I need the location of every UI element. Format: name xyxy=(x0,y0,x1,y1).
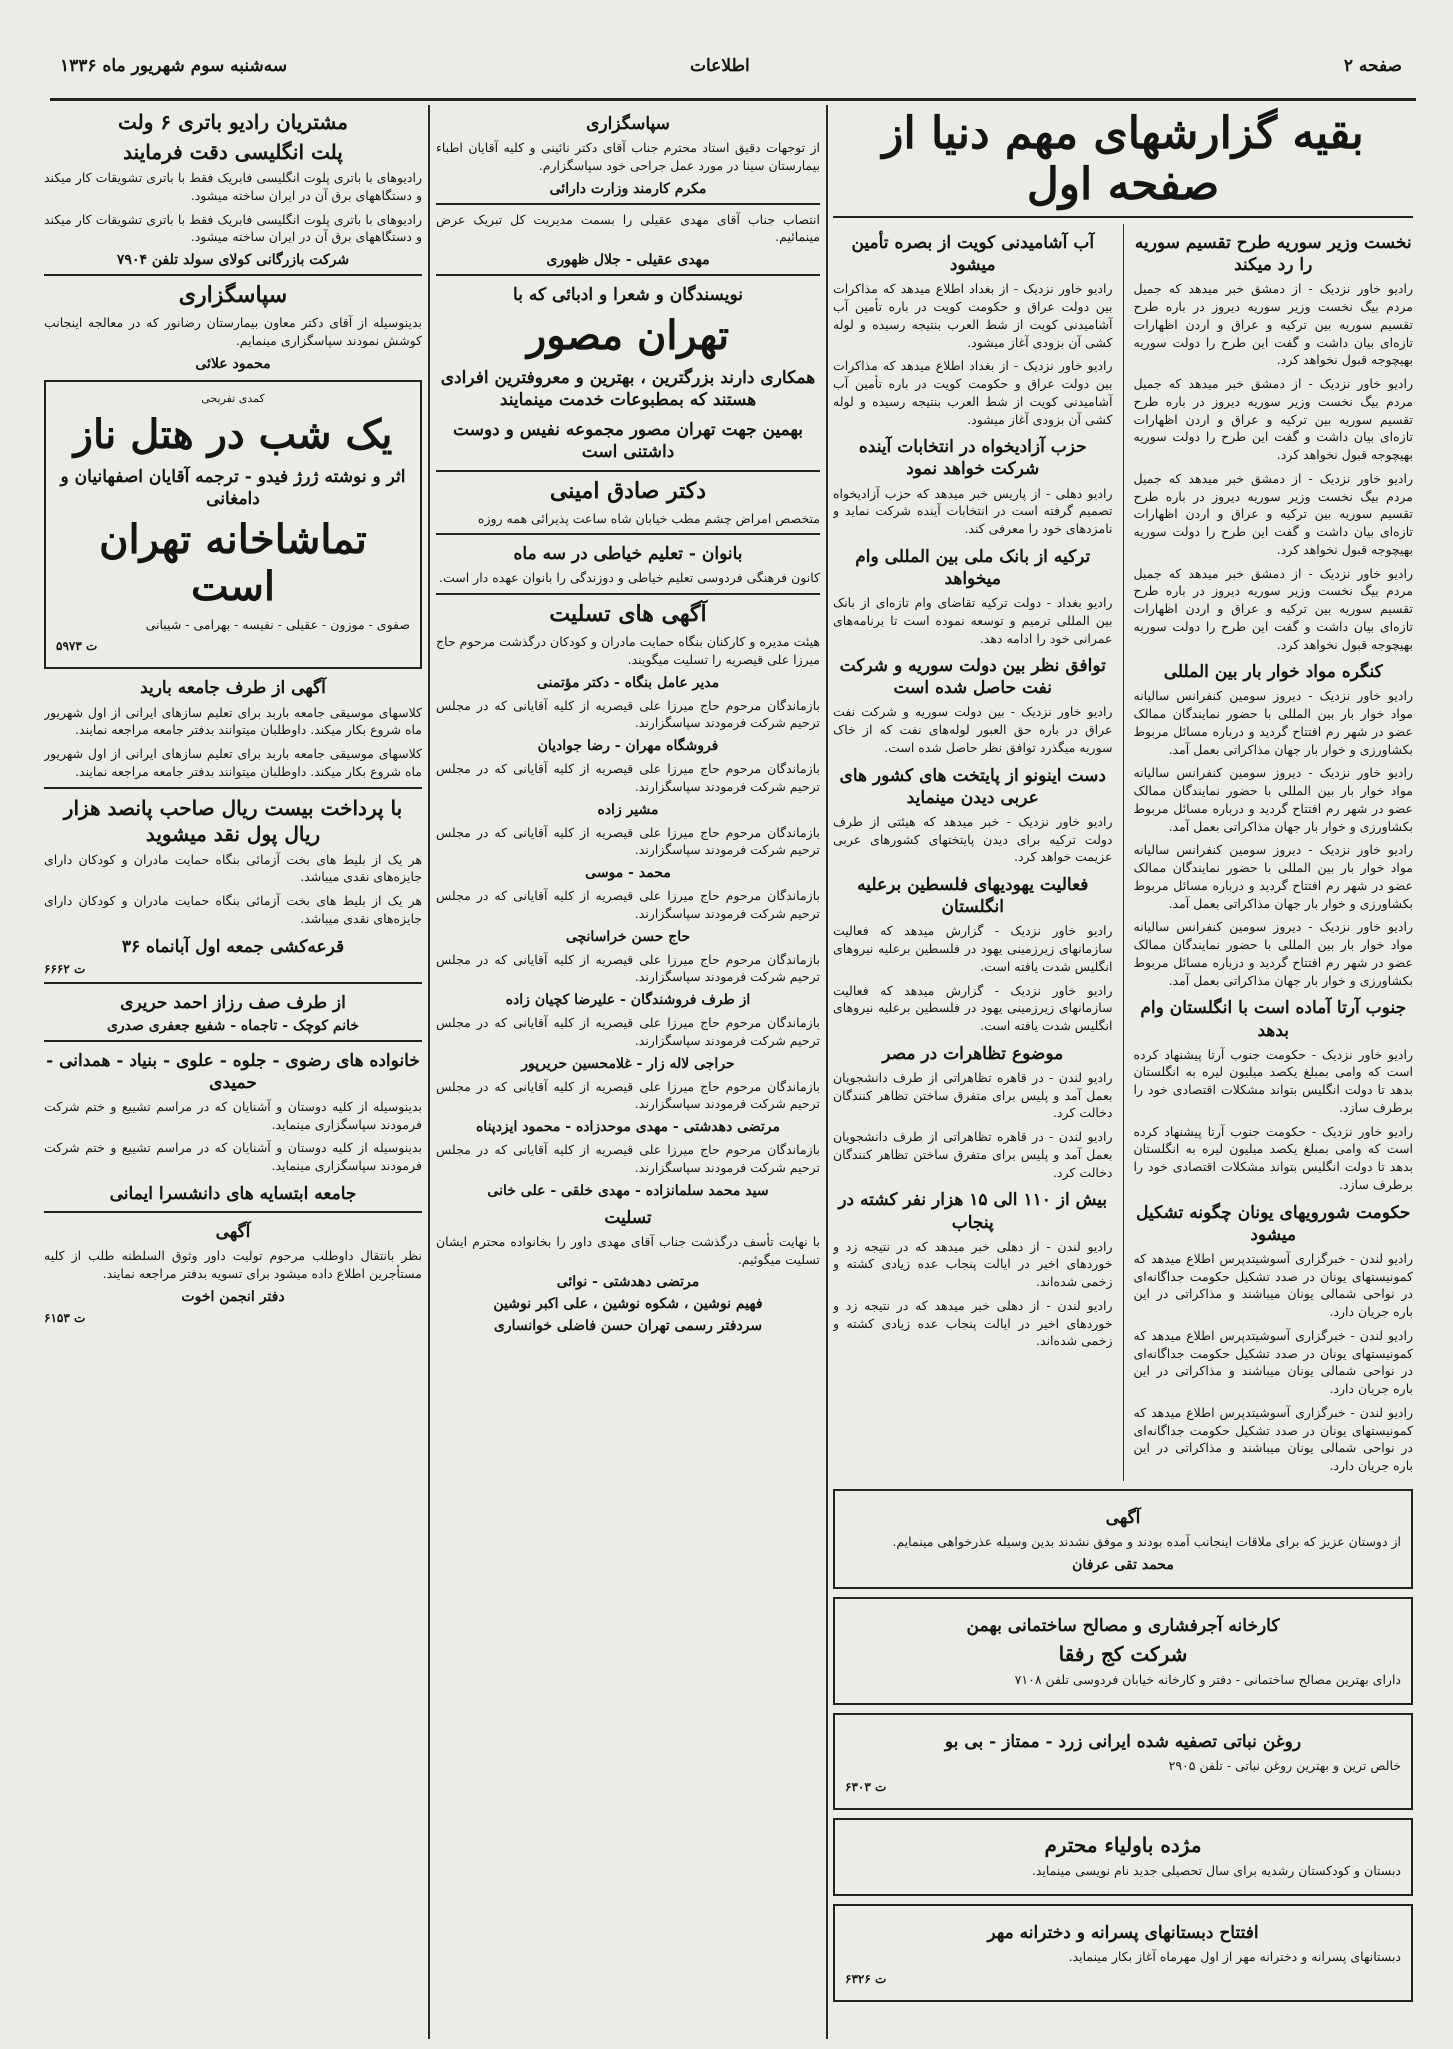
article-title: ترکیه از بانک ملی بین المللی وام میخواهد xyxy=(855,546,1091,589)
tehran-mosavar-body: همکاری دارند بزرگترین ، بهترین و معروفترین افرادی هستند که بمطبوعات خدمت مینمایند xyxy=(440,368,816,411)
notice-title: آگهی xyxy=(1105,1507,1141,1528)
appointment-signature: مهدی عقیلی - جلال ظهوری xyxy=(546,252,710,269)
ad-code: ت ۶۶۶۲ xyxy=(44,961,86,976)
article-body: رادیو لندن - در قاهره تظاهراتی از طرف دانشجویان بعمل آمد و پلیس برای متفرق ساختن تظاهر کنندگان دخالت کرد. xyxy=(833,1069,1113,1121)
thanks2-body: بدینوسیله از آقای دکتر معاون بیمارستان رضانور که در معالجه اینجانب کوشش نمودند سپاسگزاری مینمایم. xyxy=(44,315,422,348)
condolence-signature: فهیم نوشین ، شکوه نوشین ، علی اکبر نوشین xyxy=(493,1296,763,1313)
news-subcolumn-right xyxy=(1134,224,1414,1481)
divider xyxy=(833,216,1413,218)
article-title: حکومت شورویهای یونان چگونه تشکیل میشود xyxy=(1136,1202,1411,1245)
radio-body: رادیوهای با باتری پلوت انگلیسی فابریک فقط با باتری تشویقات کار میکند و دستگاههای برق آن در ایران ساخته میشود. xyxy=(44,170,422,203)
condolence-signature: مشیر زاده xyxy=(597,801,659,818)
article-title: بیش از ۱۱۰ الی ۱۵ هزار نفر کشته در پنجاب xyxy=(838,1190,1108,1233)
article-body: رادیو خاور نزدیک - از بغداد اطلاع میدهد که مذاکرات بین دولت عراق و حکومت کویت در باره تأمین آب آشامیدنی کویت از شط العرب بنتیجه رسیده و لوله کشی آن بزودی آغاز میشود. xyxy=(833,281,1113,350)
condolence-title: تسلیت xyxy=(604,1207,652,1228)
families-body: بدینوسیله از کلیه دوستان و آشنایان که در مراسم تشییع و ختم شرکت فرمودند سپاسگزاری مینماید. xyxy=(44,1098,422,1132)
article-body: رادیو خاور نزدیک - دیروز سومین کنفرانس سالیانه مواد خوار بار بین المللی با حضور نمایندگان ممالک عضو در شهر رم افتتاح گردید و درباره مسائل مربوط بکشاورزی و خوار بار جهان مذاکراتی بعمل آمد. xyxy=(1133,842,1413,911)
divider xyxy=(436,470,820,472)
oil-body: خالص ترین و بهترین روغن نباتی - تلفن ۲۹۰۵ xyxy=(1168,1757,1401,1773)
condolence-body: با نهایت تأسف درگذشت جناب آقای مهدی داور را بخانواده محترم ایشان تسلیت میگوئیم. xyxy=(436,1233,820,1267)
radio-subtitle: پلت انگلیسی دقت فرمایند xyxy=(123,140,343,164)
ad-code: ت ۶۳۰۳ xyxy=(845,1780,887,1795)
article-body: رادیو خاور نزدیک - از دمشق خبر میدهد که جمیل مردم بیگ نخست وزیر سوریه دیروز در باره طرح تقسیم سوریه بین ترکیه و عراق و اردن اظهارات تازه‌ای بیان داشت و گفت این طرح را دولت سوریه بهیچوجه قبول نخواهد کرد. xyxy=(1133,565,1413,652)
thanks2-title: سپاسگزاری xyxy=(178,282,288,308)
column-rule xyxy=(826,105,828,2039)
article-body: رادیو خاور نزدیک - از بغداد اطلاع میدهد که مذاکرات بین دولت عراق و حکومت کویت در باره تأمین آب آشامیدنی کویت از شط العرب بنتیجه رسیده و لوله کشی آن بزودی آغاز میشود. xyxy=(833,358,1113,427)
article-body: رادیو خاور نزدیک - بین دولت سوریه و شرکت نفت عراق در باره حق العبور لوله‌های نفت که از خاک سوریه میگذرد توافق نظر حاصل شده است. xyxy=(833,704,1113,755)
article-body: رادیو لندن - خبرگزاری آسوشیتدپرس اطلاع میدهد که کمونیستهای یونان در صدد تشکیل حکومت جداگانه‌ای در نواحی شمالی یونان میباشند و مذاکراتی در این باره جریان دارد. xyxy=(1133,1327,1413,1397)
divider xyxy=(44,787,422,789)
radio-title: مشتریان رادیو باتری ۶ ولت xyxy=(118,110,348,134)
condolence-signature: محمد - موسی xyxy=(585,865,671,882)
page-number: صفحه ۲ xyxy=(1343,56,1402,76)
factory-body: دارای بهترین مصالح ساختمانی - دفتر و کارخانه خیابان فردوسی تلفن ۷۱۰۸ xyxy=(1014,1671,1401,1687)
sewing-title: بانوان - تعلیم خیاطی در سه ماه xyxy=(513,544,743,565)
family-signature: خانم کوچک - تاجماه - شفیع جعفری صدری xyxy=(106,1017,360,1034)
show-title: یک شب در هتل ناز xyxy=(73,410,393,458)
notice-box xyxy=(833,1489,1413,1589)
condolence-body: بازماندگان مرحوم حاج میرزا علی قیصریه از کلیه آقایانی که در مجلس ترحیم شرکت فرمودند سپاسگزارند. xyxy=(436,824,820,858)
condolence-signature: سردفتر رسمی تهران حسن فاضلی خوانساری xyxy=(493,1318,763,1335)
condolence-body: هیئت مدیره و کارکنان بنگاه حمایت مادران و کودکان درگذشت مرحوم حاج میرزا علی قیصریه را تسلیت میگویند. xyxy=(436,634,820,667)
theater-title: تماشاخانه تهران است xyxy=(99,515,367,610)
article-body: رادیو خاور نزدیک - حکومت جنوب آرتا پیشنهاد کرده است که وامی بمبلغ یکصد میلیون لیره به انگلستان بدهد تا دولت انگلیس بتواند مشکلات اقتصادی خود را برطرف سازد. xyxy=(1133,1046,1413,1115)
oil-title: روغن نباتی تصفیه شده ایرانی زرد - ممتاز - بی بو xyxy=(944,1731,1302,1752)
school2-ad xyxy=(833,1904,1413,2002)
page-header xyxy=(50,48,1416,88)
lottery-body: هر یک از بلیط های بخت آزمائی بنگاه حمایت مادران و کودکان دارای جایزه‌های نقدی میباشد. xyxy=(44,851,422,885)
article-title: آب آشامیدنی کویت از بصره تأمین میشود xyxy=(851,233,1095,276)
notice2-title: آگهی xyxy=(215,1222,251,1242)
divider xyxy=(436,533,820,535)
condolence-body: بازماندگان مرحوم حاج میرزا علی قیصریه از کلیه آقایانی که در مجلس ترحیم شرکت فرمودند سپاسگزارند. xyxy=(436,697,820,731)
issue-date: سه‌شنبه سوم شهریور ماه ۱۳۳۶ xyxy=(60,56,288,76)
article-title: دست اینونو از پایتخت های کشور های عربی دیدن مینماید xyxy=(839,765,1106,808)
music-body: کلاسهای موسیقی جامعه باربد برای تعلیم سازهای ایرانی از اول شهریور ماه شروع بکار میکند. داوطلبان میتوانند بدفتر جامعه مراجعه نمایند. xyxy=(44,704,422,738)
column-rule xyxy=(428,105,430,2039)
column-ads-middle xyxy=(436,105,820,2039)
tehran-mosavar-tagline: بهمین جهت تهران مصور مجموعه نفیس و دوست داشتنی است xyxy=(453,420,803,463)
lottery-title: با پرداخت بیست ریال صاحب پانصد هزار ریال پول نقد میشوید xyxy=(63,795,403,846)
divider xyxy=(44,274,422,276)
column-news xyxy=(833,105,1413,2039)
condolence-body: بازماندگان مرحوم حاج میرزا علی قیصریه از کلیه آقایانی که در مجلس ترحیم شرکت فرمودند سپاسگزارند. xyxy=(436,1015,820,1048)
header-rule xyxy=(50,98,1416,101)
condolence-body: بازماندگان مرحوم حاج میرزا علی قیصریه از کلیه آقایانی که در مجلس ترحیم شرکت فرمودند سپاسگزارند. xyxy=(436,951,820,985)
ad-code: ت ۶۱۵۳ xyxy=(44,1310,86,1325)
condolence-body: بازماندگان مرحوم حاج میرزا علی قیصریه از کلیه آقایانی که در مجلس ترحیم شرکت فرمودند سپاسگزارند. xyxy=(436,888,820,921)
article-body: رادیو خاور نزدیک - حکومت جنوب آرتا پیشنهاد کرده است که وامی بمبلغ یکصد میلیون لیره به انگلستان بدهد تا دولت انگلیس بتواند مشکلات اقتصادی خود را برطرف سازد. xyxy=(1133,1123,1413,1192)
theater-ad xyxy=(44,380,422,670)
divider xyxy=(436,593,820,595)
article-title: جنوب آرتا آماده است با انگلستان وام بدهد xyxy=(1140,998,1407,1041)
notice-body: از دوستان عزیز که برای ملاقات اینجانب آمده بودند و موفق نشدند بدین وسیله عذرخواهی مینمایم. xyxy=(892,1533,1401,1549)
notice2-signature: دفتر انجمن اخوت xyxy=(181,1288,285,1305)
divider xyxy=(436,203,820,205)
article-body: رادیو لندن - در قاهره تظاهراتی از طرف دانشجویان بعمل آمد و پلیس برای متفرق ساختن تظاهر کنندگان دخالت کرد. xyxy=(833,1129,1113,1180)
article-body: رادیو خاور نزدیک - دیروز سومین کنفرانس سالیانه مواد خوار بار بین المللی با حضور نمایندگان ممالک عضو در شهر رم افتتاح گردید و درباره مسائل مربوط بکشاورزی و خوار بار جهان مذاکراتی بعمل آمد. xyxy=(1133,688,1413,757)
families-title: خانواده های رضوی - جلوه - علوی - بنیاد - همدانی - حمیدی xyxy=(46,1050,420,1093)
subcolumn-rule xyxy=(1123,224,1124,1481)
thanks-body: از توجهات دقیق استاد محترم جناب آقای دکتر نائینی و کلیه آقایان اطباء بیمارستان سینا در مورد عمل جراحی خود سپاسگزارم. xyxy=(436,140,820,173)
condolence-signature: سید محمد سلمانزاده - مهدی خلقی - علی خانی xyxy=(487,1182,769,1199)
article-title: توافق نظر بین دولت سوریه و شرکت نفت حاصل شده است xyxy=(839,656,1106,699)
article-body: رادیو لندن - از دهلی خبر میدهد که در نتیجه زد و خوردهای اخیر در ایالت پنجاب عده زیادی کشته و زخمی شده‌اند. xyxy=(833,1238,1113,1290)
factory-ad xyxy=(833,1597,1413,1705)
notice2-body: نظر بانتقال داوطلب مرحوم تولیت داور وثوق السلطنه طلب از کلیه مستأجرین اطلاع داده میشود برای تسویه بدفتر مراجعه نمایند. xyxy=(44,1248,422,1281)
article-body: رادیو خاور نزدیک - گزارش میدهد که فعالیت سازمانهای زیرزمینی یهود در فلسطین برعلیه نیروهای انگلیس شدت یافته است. xyxy=(833,923,1113,974)
theater-cast: صفوی - موزون - عقیلی - نفیسه - بهرامی - شیبانی xyxy=(145,616,410,632)
divider xyxy=(44,982,422,984)
school2-body: دبستانهای پسرانه و دخترانه مهر از اول مهرماه آغاز بکار مینماید. xyxy=(1068,1949,1401,1965)
article-body: رادیو لندن - خبرگزاری آسوشیتدپرس اطلاع میدهد که کمونیستهای یونان در صدد تشکیل حکومت جداگانه‌ای در نواحی شمالی یونان میباشند و مذاکراتی در این باره جریان دارد. xyxy=(1133,1404,1413,1474)
tehran-mosavar-title: تهران مصور xyxy=(526,312,730,360)
article-body: رادیو لندن - از دهلی خبر میدهد که در نتیجه زد و خوردهای اخیر در ایالت پنجاب عده زیادی کشته و زخمی شده‌اند. xyxy=(833,1297,1113,1349)
article-body: رادیو خاور نزدیک - از دمشق خبر میدهد که جمیل مردم بیگ نخست وزیر سوریه دیروز در باره طرح تقسیم سوریه بین ترکیه و عراق و اردن اظهارات تازه‌ای بیان داشت و گفت این طرح را دولت سوریه بهیچوجه قبول نخواهد کرد. xyxy=(1133,470,1413,557)
article-title: کنگره مواد خوار بار بین المللی xyxy=(1163,662,1383,683)
radio-signature: شرکت بازرگانی کولای سولد تلفن ۷۹۰۴ xyxy=(116,252,350,268)
condolence-signature: مدیر عامل بنگاه - دکتر مؤتمنی xyxy=(536,674,720,691)
divider xyxy=(44,1040,422,1042)
article-title: فعالیت یهودیهای فلسطین برعلیه انگلستان xyxy=(857,875,1089,918)
school-title: مژده باولیاء محترم xyxy=(1044,1833,1202,1858)
article-body: رادیو خاور نزدیک - دیروز سومین کنفرانس سالیانه مواد خوار بار بین المللی با حضور نمایندگان ممالک عضو در شهر رم افتتاح گردید و درباره مسائل مربوط بکشاورزی و خوار بار جهان مذاکراتی بعمل آمد. xyxy=(1133,919,1413,988)
sewing-body: کانون فرهنگی فردوسی تعلیم خیاطی و دوزندگی را بانوان عهده دار است. xyxy=(439,570,820,586)
writers-title: نویسندگان و شعرا و ادبائی که با xyxy=(513,285,743,306)
families-body: بدینوسیله از کلیه دوستان و آشنایان که در مراسم تشییع و ختم شرکت فرمودند سپاسگزاری مینماید. xyxy=(44,1140,422,1174)
doctor-title: دکتر صادق امینی xyxy=(549,477,707,504)
article-body: رادیو خاور نزدیک - از دمشق خبر میدهد که جمیل مردم بیگ نخست وزیر سوریه دیروز در باره طرح تقسیم سوریه بین ترکیه و عراق و اردن اظهارات تازه‌ای بیان داشت و گفت این طرح را دولت سوریه بهیچوجه قبول نخواهد کرد. xyxy=(1133,281,1413,368)
condolence-signature: از طرف فروشندگان - علیرضا کچیان زاده xyxy=(505,992,751,1009)
main-headline: بقیه گزارشهای مهم دنیا از صفحه اول xyxy=(882,108,1364,210)
condolence-signature: فروشگاه مهران - رضا جوادیان xyxy=(537,738,719,755)
doctor-body: متخصص امراض چشم مطب خیابان شاه ساعت پذیرائی همه روزه xyxy=(477,510,820,526)
article-title: موضوع تظاهرات در مصر xyxy=(882,1043,1064,1064)
article-body: رادیو بغداد - دولت ترکیه تقاضای وام تازه‌ای از بانک بین المللی ترمیم و توسعه نموده است تا برنامه‌های عمرانی خود را ادامه دهد. xyxy=(833,595,1113,646)
oil-ad xyxy=(833,1713,1413,1811)
show-label: کمدی تفریحی xyxy=(201,391,265,405)
news-subcolumn-left xyxy=(833,224,1113,1481)
association-title: جامعه ابتسایه های دانشسرا ایمانی xyxy=(109,1183,357,1204)
factory-title: کارخانه آجرفشاری و مصالح ساختمانی بهمن xyxy=(966,1615,1280,1636)
news-subcolumns xyxy=(833,224,1413,1481)
school2-title: افتتاح دبستانهای پسرانه و دخترانه مهر xyxy=(987,1923,1259,1944)
condolence-body: بازماندگان مرحوم حاج میرزا علی قیصریه از کلیه آقایانی که در مجلس ترحیم شرکت فرمودند سپاسگزارند. xyxy=(436,761,820,794)
divider xyxy=(436,274,820,276)
article-body: رادیو خاور نزدیک - گزارش میدهد که فعالیت سازمانهای زیرزمینی یهود در فلسطین برعلیه نیروهای انگلیس شدت یافته است. xyxy=(833,982,1113,1034)
factory-subtitle: شرکت کج رفقا xyxy=(1058,1641,1188,1666)
article-title: حزب آزادیخواه در انتخابات آینده شرکت خواهد نمود xyxy=(858,437,1087,480)
thanks2-signature: محمود علائی xyxy=(195,355,271,372)
article-body: رادیو خاور نزدیک - از دمشق خبر میدهد که جمیل مردم بیگ نخست وزیر سوریه دیروز در باره طرح تقسیم سوریه بین ترکیه و عراق و اردن اظهارات تازه‌ای بیان داشت و گفت این طرح را دولت سوریه بهیچوجه قبول نخواهد کرد. xyxy=(1133,376,1413,463)
ad-code: ت ۶۳۲۶ xyxy=(845,1971,887,1986)
condolence-signature: حراجی لاله زار - غلامحسین حریرپور xyxy=(521,1055,735,1072)
school-ad xyxy=(833,1818,1413,1896)
condolence-body: بازماندگان مرحوم حاج میرزا علی قیصریه از کلیه آقایانی که در مجلس ترحیم شرکت فرمودند سپاسگزارند. xyxy=(436,1078,820,1112)
column-ads-left xyxy=(44,105,422,2039)
notice-signature: محمد تقی عرفان xyxy=(1072,1556,1174,1573)
radio-body: رادیوهای با باتری پلوت انگلیسی فابریک فقط با باتری تشویقات کار میکند و دستگاههای برق آن در ایران ساخته میشود. xyxy=(44,211,422,245)
condolence-body: بازماندگان مرحوم حاج میرزا علی قیصریه از کلیه آقایانی که در مجلس ترحیم شرکت فرمودند سپاسگزارند. xyxy=(436,1142,820,1175)
condolence-signature: مرتضی دهدشتی - نوائی xyxy=(556,1274,700,1291)
family-title: از طرف صف رزاز احمد حریری xyxy=(120,992,346,1013)
lottery-draw-date: قرعه‌کشی جمعه اول آبانماه ۳۶ xyxy=(121,936,345,957)
thanks-title: سپاسگزاری xyxy=(586,114,670,134)
article-body: رادیو خاور نزدیک - خبر میدهد که هیئتی از طرف دولت ترکیه برای دیدن پایتختهای کشورهای عربی عزیمت خواهد کرد. xyxy=(833,813,1113,865)
article-body: رادیو خاور نزدیک - دیروز سومین کنفرانس سالیانه مواد خوار بار بین المللی با حضور نمایندگان ممالک عضو در شهر رم افتتاح گردید و درباره مسائل مربوط بکشاورزی و خوار بار جهان مذاکراتی بعمل آمد. xyxy=(1133,765,1413,834)
school-body: دبستان و کودکستان رشدیه برای سال تحصیلی جدید نام نویسی مینماید. xyxy=(1031,1863,1401,1879)
article-body: رادیو لندن - خبرگزاری آسوشیتدپرس اطلاع میدهد که کمونیستهای یونان در صدد تشکیل حکومت جداگانه‌ای در نواحی شمالی یونان میباشند و مذاکراتی در این باره جریان دارد. xyxy=(1133,1250,1413,1320)
lottery-body: هر یک از بلیط های بخت آزمائی بنگاه حمایت مادران و کودکان دارای جایزه‌های نقدی میباشد. xyxy=(44,893,422,926)
thanks-signature: مکرم کارمند وزارت دارائی xyxy=(549,180,707,197)
article-body: رادیو دهلی - از پاریس خبر میدهد که حزب آزادیخواه تصمیم گرفته است در انتخابات آینده شرکت نماید و نامزدهای خود را معرفی کند. xyxy=(833,485,1113,537)
music-body: کلاسهای موسیقی جامعه باربد برای تعلیم سازهای ایرانی از اول شهریور ماه شروع بکار میکند. داوطلبان میتوانند بدفتر جامعه مراجعه نمایند. xyxy=(44,746,422,779)
article-title: نخست وزیر سوریه طرح تقسیم سوریه را رد میکند xyxy=(1134,233,1412,276)
divider xyxy=(44,1211,422,1213)
show-credits: اثر و نوشته ژرژ فیدو - ترجمه آقایان اصفهانیان و دامغانی xyxy=(60,466,406,509)
ad-code: ت ۵۹۷۳ xyxy=(56,639,98,654)
music-title: آگهی از طرف جامعه بارید xyxy=(140,678,326,699)
condolence-signature: حاج حسن خراسانچی xyxy=(565,928,691,945)
paper-name: اطلاعات xyxy=(690,56,750,76)
appointment-body: انتصاب جناب آقای مهدی عقیلی را بسمت مدیریت کل تبریک عرض مینمائیم. xyxy=(436,211,820,245)
condolence-heading: آگهی های تسلیت xyxy=(549,601,707,628)
condolence-signature: مرتضی دهدشتی - مهدی موحدزاده - محمود ایزدپناه xyxy=(475,1119,781,1136)
